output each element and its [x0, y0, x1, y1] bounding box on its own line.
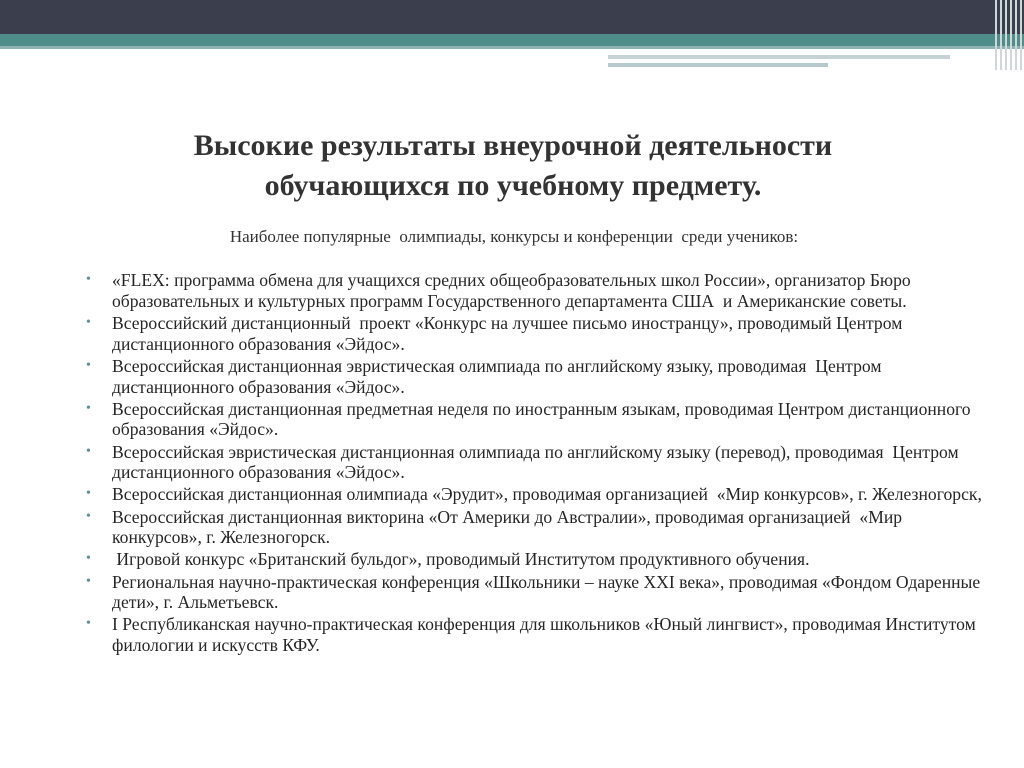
- bullet-icon: •: [86, 573, 91, 589]
- list-item: [86, 356, 990, 398]
- list-item-text: I Республиканская научно-практическая конференция для школьников «Юный лингвист», проводимая Институтом филологии и искусств КФУ.: [112, 614, 981, 656]
- list-item-text: Всероссийский дистанционный проект «Конкурс на лучшее письмо иностранцу», проводимый Центром дистанционного образования «Эйдос».: [112, 312, 907, 354]
- list-item-text: Всероссийская дистанционная викторина «От Америки до Австралии», проводимая организацией «Мир конкурсов», г. Железногорск.: [112, 506, 907, 548]
- decorative-stripe: [608, 63, 828, 67]
- events-list: [86, 270, 990, 657]
- list-item-text: «FLEX: программа обмена для учащихся средних общеобразовательных школ России», организатор Бюро образовательных и культурных программ Государственного департамента США и Американские советы.: [112, 270, 916, 311]
- slide-subtitle: Наиболее популярные олимпиады, конкурсы и конференции среди учеников:: [229, 227, 799, 246]
- bullet-icon: •: [86, 486, 91, 502]
- list-item: [86, 614, 990, 656]
- bullet-icon: •: [86, 272, 91, 287]
- list-item: [86, 549, 990, 570]
- bullet-icon: •: [86, 616, 91, 632]
- list-item-text: Всероссийская дистанционная эвристическая олимпиада по английскому языку, проводимая Центром дистанционного образования «Эйдос».: [112, 355, 886, 397]
- list-item: [86, 507, 990, 549]
- slide-title-line: обучающихся по учебному предмету.: [264, 169, 762, 202]
- decorative-stripe: [608, 55, 950, 59]
- bullet-icon: •: [86, 551, 91, 567]
- list-item-text: Всероссийская дистанционная предметная неделя по иностранным языкам, проводимая Центром дистанционного образования «Эйдос».: [112, 398, 976, 440]
- slide-title: [120, 126, 906, 206]
- list-item: [86, 442, 990, 484]
- list-item: [86, 484, 990, 505]
- list-item: [86, 270, 990, 312]
- header-teal-line: [0, 46, 1024, 49]
- list-item-text: Всероссийская дистанционная олимпиада «Эрудит», проводимая организацией «Мир конкурсов», г. Железногорск,: [112, 484, 982, 505]
- bullet-icon: •: [86, 357, 91, 373]
- list-item: [86, 572, 990, 614]
- bullet-icon: •: [86, 400, 91, 416]
- header-teal-band: [0, 34, 1024, 46]
- bullet-icon: •: [86, 508, 91, 524]
- list-item: [86, 313, 990, 355]
- slide-title-line: Высокие результаты внеурочной деятельности: [193, 129, 833, 162]
- list-item: [86, 399, 990, 441]
- list-item-text: Всероссийская эвристическая дистанционная олимпиада по английскому языку (перевод), проводимая Центром дистанционного образования «Эйдос».: [112, 441, 964, 483]
- bullet-icon: •: [86, 314, 91, 330]
- list-item-text: Региональная научно-практическая конференция «Школьники – науке XXI века», проводимая «Фондом Одаренные дети», г. Альметьевск.: [112, 571, 985, 613]
- header-dark-band: [0, 0, 1024, 34]
- list-item-text: Игровой конкурс «Британский бульдог», проводимый Институтом продуктивного обучения.: [112, 549, 810, 570]
- bullet-icon: •: [86, 443, 91, 459]
- decorative-vertical-lines: [993, 0, 1024, 70]
